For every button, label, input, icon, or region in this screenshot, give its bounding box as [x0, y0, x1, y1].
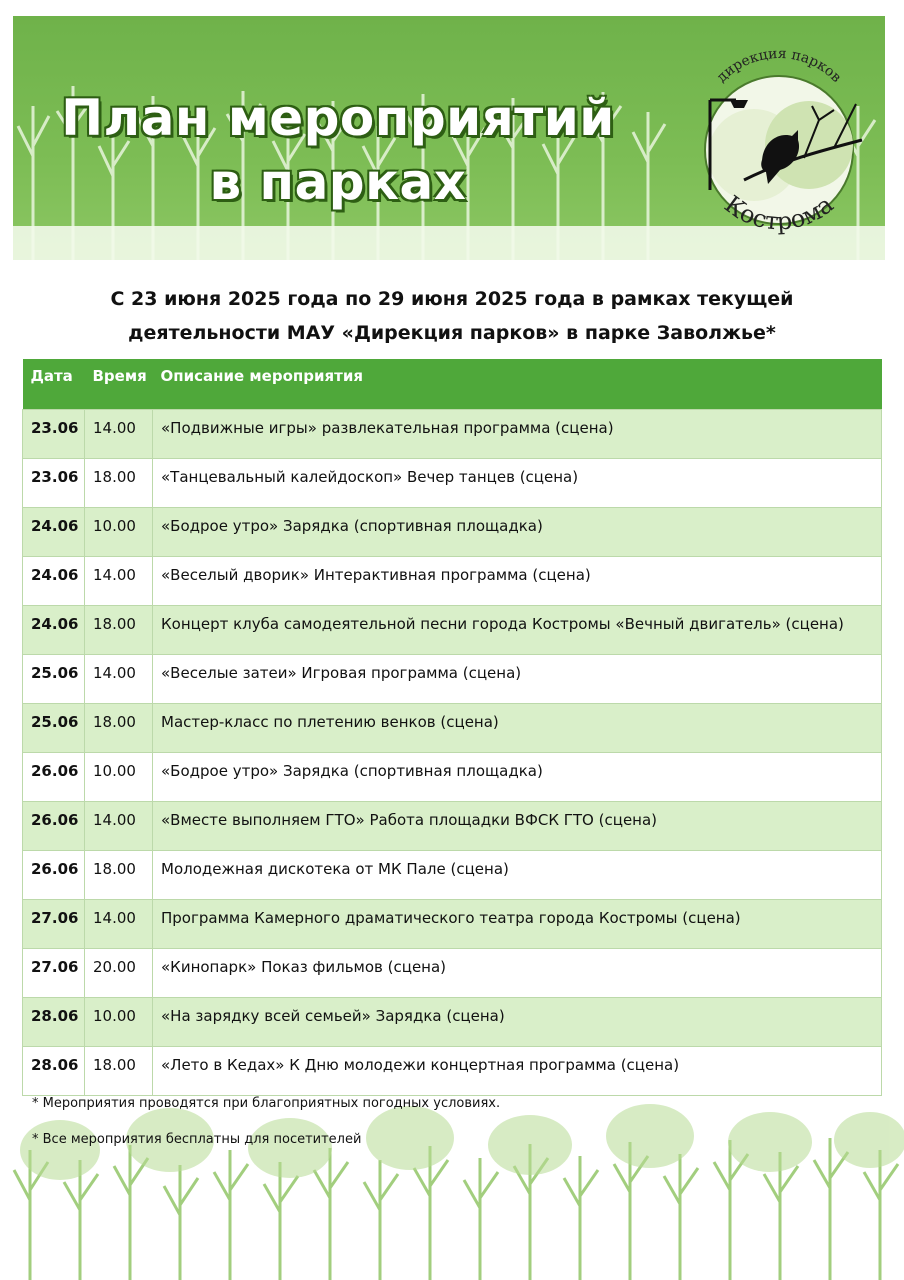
- event-time: 18.00: [85, 1046, 153, 1095]
- event-time: 14.00: [85, 899, 153, 948]
- event-description: Концерт клуба самодеятельной песни города Костромы «Вечный двигатель» (сцена): [153, 605, 882, 654]
- event-description: Молодежная дискотека от МК Пале (сцена): [153, 850, 882, 899]
- event-date: 25.06: [23, 703, 85, 752]
- event-date: 27.06: [23, 948, 85, 997]
- table-row: [23, 654, 882, 703]
- schedule-subtitle: [0, 282, 904, 350]
- event-description: «Танцевальный калейдоскоп» Вечер танцев (сцена): [153, 458, 882, 507]
- footer-trees-icon: [0, 1090, 904, 1280]
- event-date: 26.06: [23, 752, 85, 801]
- event-time: 14.00: [85, 801, 153, 850]
- header-time: Время: [85, 359, 153, 409]
- table-row: [23, 507, 882, 556]
- event-time: 14.00: [85, 654, 153, 703]
- event-description: «Веселые затеи» Игровая программа (сцена): [153, 654, 882, 703]
- event-description: «Лето в Кедах» К Дню молодежи концертная программа (сцена): [153, 1046, 882, 1095]
- event-date: 27.06: [23, 899, 85, 948]
- weather-note: * Мероприятия проводятся при благоприятных погодных условиях.: [32, 1096, 501, 1111]
- logo-top-text: дирекция парков: [713, 45, 845, 86]
- event-time: 18.00: [85, 703, 153, 752]
- banner-title: [13, 86, 663, 214]
- event-time: 20.00: [85, 948, 153, 997]
- event-time: 18.00: [85, 850, 153, 899]
- event-description: «Бодрое утро» Зарядка (спортивная площадка): [153, 752, 882, 801]
- table-row: [23, 752, 882, 801]
- event-description: Мастер-класс по плетению венков (сцена): [153, 703, 882, 752]
- table-row: [23, 458, 882, 507]
- banner-title-line1: План мероприятий: [61, 89, 615, 147]
- event-date: 23.06: [23, 409, 85, 458]
- event-description: «На зарядку всей семьей» Зарядка (сцена): [153, 997, 882, 1046]
- table-row: [23, 899, 882, 948]
- logo-bottom-text: Кострома: [719, 190, 839, 236]
- subtitle-line2: деятельности МАУ «Дирекция парков» в парке Заволжье*: [128, 322, 776, 344]
- table-row: [23, 1046, 882, 1095]
- table-header-row: [23, 359, 882, 409]
- table-row: [23, 703, 882, 752]
- event-time: 10.00: [85, 752, 153, 801]
- event-time: 10.00: [85, 507, 153, 556]
- event-time: 10.00: [85, 997, 153, 1046]
- table-row: [23, 948, 882, 997]
- events-table: [22, 359, 882, 1096]
- event-description: «Вместе выполняем ГТО» Работа площадки ВФСК ГТО (сцена): [153, 801, 882, 850]
- event-date: 28.06: [23, 1046, 85, 1095]
- table-row: [23, 801, 882, 850]
- event-description: «Веселый дворик» Интерактивная программа (сцена): [153, 556, 882, 605]
- event-description: «Кинопарк» Показ фильмов (сцена): [153, 948, 882, 997]
- event-date: 28.06: [23, 997, 85, 1046]
- park-directorate-logo: [684, 40, 874, 240]
- event-time: 18.00: [85, 605, 153, 654]
- event-date: 24.06: [23, 556, 85, 605]
- event-date: 25.06: [23, 654, 85, 703]
- event-time: 14.00: [85, 556, 153, 605]
- event-date: 23.06: [23, 458, 85, 507]
- table-row: [23, 997, 882, 1046]
- event-date: 26.06: [23, 850, 85, 899]
- subtitle-line1: С 23 июня 2025 года по 29 июня 2025 года в рамках текущей: [110, 288, 794, 310]
- event-date: 26.06: [23, 801, 85, 850]
- header-description: Описание мероприятия: [153, 359, 882, 409]
- event-date: 24.06: [23, 507, 85, 556]
- header-date: Дата: [23, 359, 85, 409]
- event-description: Программа Камерного драматического театра города Костромы (сцена): [153, 899, 882, 948]
- table-row: [23, 850, 882, 899]
- table-row: [23, 605, 882, 654]
- event-description: «Бодрое утро» Зарядка (спортивная площадка): [153, 507, 882, 556]
- event-time: 14.00: [85, 409, 153, 458]
- event-date: 24.06: [23, 605, 85, 654]
- table-row: [23, 556, 882, 605]
- free-note: * Все мероприятия бесплатны для посетителей: [32, 1132, 362, 1147]
- event-description: «Подвижные игры» развлекательная программа (сцена): [153, 409, 882, 458]
- event-time: 18.00: [85, 458, 153, 507]
- banner-title-line2: в парках: [209, 153, 467, 211]
- table-row: [23, 409, 882, 458]
